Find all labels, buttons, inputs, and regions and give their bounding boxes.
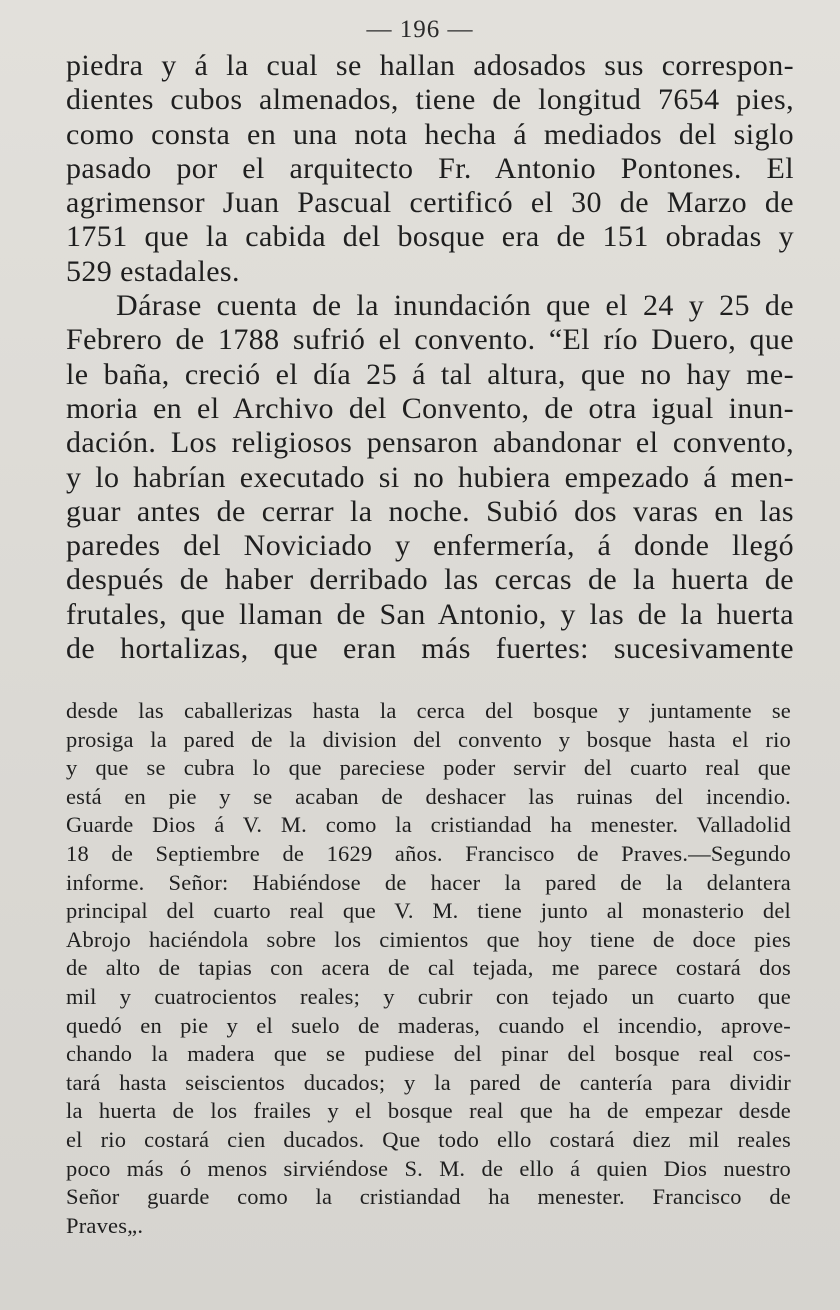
text-line: 529 estadales. [66,254,240,288]
quote-line: mil y cuatrocientos reales; y cubrir con tejado un cuarto que [66,983,791,1009]
main-body-text [66,49,794,666]
quote-line: poco más ó menos sirviéndose S. M. de ello á quien Dios nuestro [66,1155,791,1181]
quote-line: chando la madera que se pudiese del pinar del bosque real cos- [66,1041,791,1067]
quote-line: informe. Señor: Habiéndose de hacer la pared de la delantera [66,869,791,895]
text-line: Dárase cuenta de la inundación que el 24 y 25 de [116,289,794,323]
quote-line: Praves„. [66,1212,144,1238]
quote-line: prosiga la pared de la division del convento y bosque hasta el rio [66,726,791,752]
text-line: moria en el Archivo del Convento, de otra igual inun- [66,391,794,425]
text-line: le baña, creció el día 25 á tal altura, que no hay me- [66,357,794,391]
text-line: frutales, que llaman de San Antonio, y las de la huerta [66,597,794,631]
quoted-document-text [66,697,791,1240]
quote-line: quedó en pie y el suelo de maderas, cuando el incendio, aprove- [66,1012,791,1038]
quote-line: Guarde Dios á V. M. como la cristiandad ha menester. Valladolid [66,812,791,838]
text-line: agrimensor Juan Pascual certificó el 30 de Marzo de [66,186,794,220]
text-line: como consta en una nota hecha á mediados del siglo [66,117,794,151]
quote-line: 18 de Septiembre de 1629 años. Francisco de Praves.—Segundo [66,840,791,866]
quote-line: de alto de tapias con acera de cal tejada, me parece costará dos [66,955,791,981]
quote-line: Abrojo haciéndola sobre los cimientos que hoy tiene de doce pies [66,926,791,952]
text-line: dación. Los religiosos pensaron abandonar el convento, [66,426,794,460]
quote-line: está en pie y se acaban de deshacer las ruinas del incendio. [66,783,791,809]
text-line: después de haber derribado las cercas de la huerta de [66,563,794,597]
text-line: paredes del Noviciado y enfermería, á donde llegó [66,529,794,563]
page-number: — 196 — [366,16,474,43]
text-line: guar antes de cerrar la noche. Subió dos varas en las [66,494,794,528]
text-line: piedra y á la cual se hallan adosados sus correspon- [66,49,794,82]
text-line: de hortalizas, que eran más fuertes: sucesivamente [66,632,794,666]
quote-line: y que se cubra lo que pareciese poder servir del cuarto real que [66,755,791,781]
quote-line: principal del cuarto real que V. M. tiene junto al monasterio del [66,898,791,924]
quote-line: tará hasta seiscientos ducados; y la pared de cantería para dividir [66,1069,791,1095]
text-line: Febrero de 1788 sufrió el convento. “El río Duero, que [66,323,794,357]
text-line: pasado por el arquitecto Fr. Antonio Pontones. El [66,151,794,185]
text-line: 1751 que la cabida del bosque era de 151 obradas y [66,220,794,254]
text-line: y lo habrían executado si no hubiera empezado á men- [66,460,794,494]
quote-line: el rio costará cien ducados. Que todo ello costará diez mil reales [66,1126,791,1152]
quote-line: la huerta de los frailes y el bosque real que ha de empezar desde [66,1098,791,1124]
quote-line: desde las caballerizas hasta la cerca del bosque y juntamente se [66,698,791,723]
quote-line: Señor guarde como la cristiandad ha menester. Francisco de [66,1184,791,1210]
text-line: dientes cubos almenados, tiene de longitud 7654 pies, [66,83,794,117]
